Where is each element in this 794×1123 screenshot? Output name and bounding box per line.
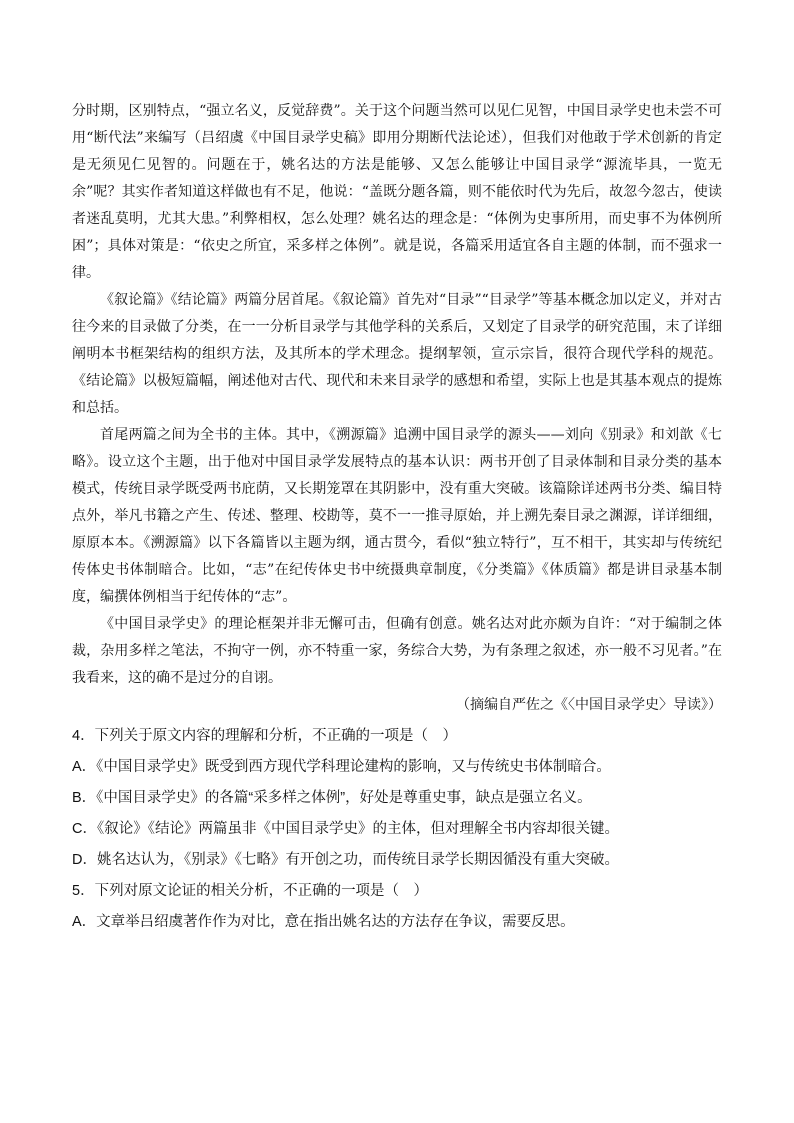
passage-paragraph-3: 首尾两篇之间为全书的主体。其中，《溯源篇》追溯中国目录学的源头——刘向《别录》和刘歆《七略》。设立这个主题，出于他对中国目录学发展特点的基本认识：两书开创了目录体制和目录分类的基本模式，传统目录学既受两书庇荫，又长期笼罩在其阴影中，没有重大突破。该篇除详述两书分类、编目特点外，举凡书籍之产生、传述、整理、校勘等，莫不一一推寻原始，并上溯先秦目录之渊源，详详细细，原原本本。《溯源篇》以下各篇皆以主题为纲，通古贯今，看似“独立特行”，互不相干，其实却与传统纪传体史书体制暗合。比如，“志”在纪传体史书中统摄典章制度，《分类篇》《体质篇》都是讲目录基本制度，编撰体例相当于纪传体的“志”。 [72, 427, 722, 605]
page-content [72, 98, 722, 938]
question-5 [72, 876, 722, 938]
passage-paragraph-2: 《叙论篇》《结论篇》两篇分居首尾。《叙论篇》首先对“目录”“目录学”等基本概念加以定义，并对古往今来的目录做了分类，在一一分析目录学与其他学科的关系后，又划定了目录学的研究范围，末了详细阐明本书框架结构的组织方法，及其所本的学术理念。提纲挈领，宣示宗旨，很符合现代学科的规范。《结论篇》以极短篇幅，阐述他对古代、现代和未来目录学的感想和希望，实际上也是其基本观点的提炼和总括。 [72, 292, 722, 416]
question-5-stem: 5．下列对原文论证的相关分析，不正确的一项是（ ） [72, 883, 429, 899]
question-4-stem: 4．下列关于原文内容的理解和分析，不正确的一项是（ ） [72, 728, 458, 744]
reading-passage [72, 98, 722, 719]
question-4-option-a: A．《中国目录学史》既受到西方现代学科理论建构的影响，又与传统史书体制暗合。 [72, 759, 611, 775]
passage-source-citation: （摘编自严佐之《〈中国目录学史〉导读》） [456, 697, 722, 713]
question-5-option-a: A．文章举吕绍虞著作作为对比，意在指出姚名达的方法存在争议，需要反思。 [72, 914, 575, 930]
question-4-option-b: B．《中国目录学史》的各篇“采多样之体例”，好处是尊重史事，缺点是强立名义。 [72, 790, 592, 806]
question-4 [72, 721, 722, 876]
question-4-option-c: C．《叙论》《结论》两篇虽非《中国目录学史》的主体，但对理解全书内容却很关键。 [72, 821, 619, 837]
question-4-option-d: D．姚名达认为，《别录》《七略》有开创之功，而传统目录学长期因循没有重大突破。 [72, 852, 619, 868]
passage-paragraph-4: 《中国目录学史》的理论框架并非无懈可击，但确有创意。姚名达对此亦颇为自许：“对于编制之体裁，杂用多样之笔法，不拘守一例，亦不特重一家，务综合大势，为有条理之叙述，亦一般不习见者。”在我看来，这的确不是过分的自诩。 [72, 616, 722, 686]
passage-paragraph-1: 分时期，区别特点，“强立名义，反觉辞费”。关于这个问题当然可以见仁见智，中国目录学史也未尝不可用“断代法”来编写（吕绍虞《中国目录学史稿》即用分期断代法论述），但我们对他敢于学术创新的肯定是无须见仁见智的。问题在于，姚名达的方法是能够、又怎么能够让中国目录学“源流毕具，一览无余”呢？其实作者知道这样做也有不足，他说：“盖既分题各篇，则不能依时代为先后，故忽今忽古，使读者迷乱莫明，尤其大患。”利弊相权，怎么处理？姚名达的理念是：“体例为史事所用，而史事不为体例所困”；具体对策是：“依史之所宜，采多样之体例”。就是说，各篇采用适宜各自主题的体制，而不强求一律。 [72, 103, 722, 281]
